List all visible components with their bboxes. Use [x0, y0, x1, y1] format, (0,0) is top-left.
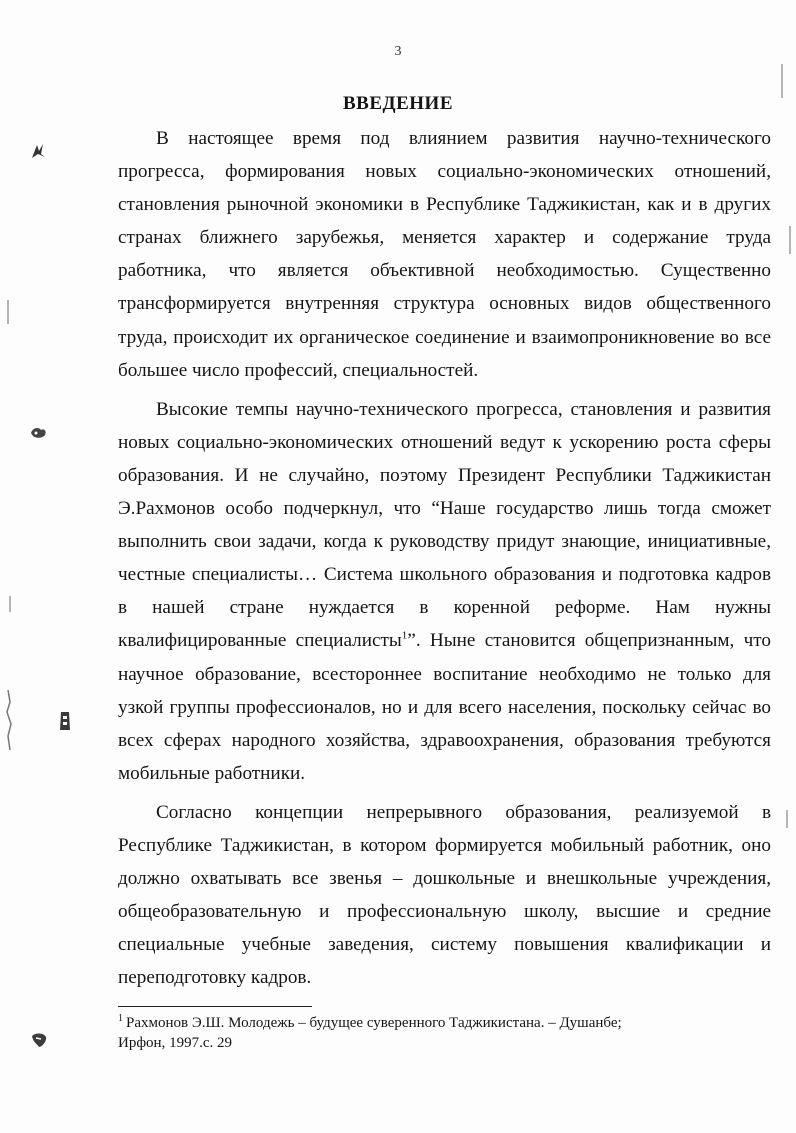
paragraph-2-text: Высокие темпы научно-технического прогресса, становления и развития новых социально-экономических отношений ведут к ускорению роста сферы образования. И не случайно, поэтому Президент Республики Таджикистан Э.Рахмонов особо подчеркнул, что “Наше государство лишь тогда сможет выполнить свои задачи, когда к руководству придут знающие, инициативные, честные специалисты… Система школьного образования и подготовка кадров в нашей стране нуждается в коренной реформе. Нам нужны квалифицированные специалисты — [118, 398, 771, 652]
scan-speck — [9, 596, 11, 612]
scan-speck — [789, 226, 791, 254]
scan-speck-icon — [30, 142, 46, 160]
scan-speck — [786, 810, 788, 828]
page-number: 3 — [394, 44, 402, 59]
scan-speck-icon — [58, 710, 72, 732]
footnote-reference[interactable]: 1 — [401, 630, 408, 643]
scan-speck-icon — [30, 426, 48, 440]
paragraph-1: В настоящее время под влиянием развития научно-технического прогресса, формирования новых социально-экономических отношений, становления рыночной экономики в Республике Таджикистан, как и в других странах ближнего зарубежья, меняется характер и содержание труда работника, что является объективной необходимостью. Существенно трансформируется внутренняя структура основных видов общественного труда, происходит их органическое соединение и взаимопроникновение во все большее число профессий, специальностей. — [118, 128, 771, 381]
footnote-citation: Рахмонов Э.Ш. Молодежь – будущее суверенного Таджикистана. – Душанбе; — [126, 1015, 622, 1031]
footnote-divider — [118, 1006, 312, 1007]
paragraph-2-continuation: ”. Ныне становится общепризнанным, что научное образование, всестороннее воспитание необходимо не только для узкой группы профессионалов, но и для всего населения, поскольку сейчас во всех сферах народного хозяйства, здравоохранения, образования требуются мобильные работники. — [118, 630, 771, 784]
footnote-line-2: Ирфон, 1997.с. 29 — [118, 1035, 232, 1051]
scan-speck — [7, 300, 9, 324]
body-text — [118, 122, 771, 1000]
page-title: ВВЕДЕНИЕ — [343, 93, 453, 114]
footnote-mark: 1 — [118, 1013, 123, 1024]
footnote — [118, 1013, 718, 1053]
paragraph-2 — [118, 393, 771, 790]
scan-speck-icon — [2, 690, 16, 750]
footnote-line-1 — [118, 1013, 718, 1033]
scan-speck-icon — [30, 1032, 48, 1048]
paragraph-3: Согласно концепции непрерывного образования, реализуемой в Республике Таджикистан, в котором формируется мобильный работник, оно должно охватывать все звенья – дошкольные и внешкольные учреждения, общеобразовательную и профессиональную школу, высшие и средние специальные учебные заведения, систему повышения квалификации и переподготовку кадров. — [118, 801, 771, 989]
scan-speck — [781, 64, 783, 98]
